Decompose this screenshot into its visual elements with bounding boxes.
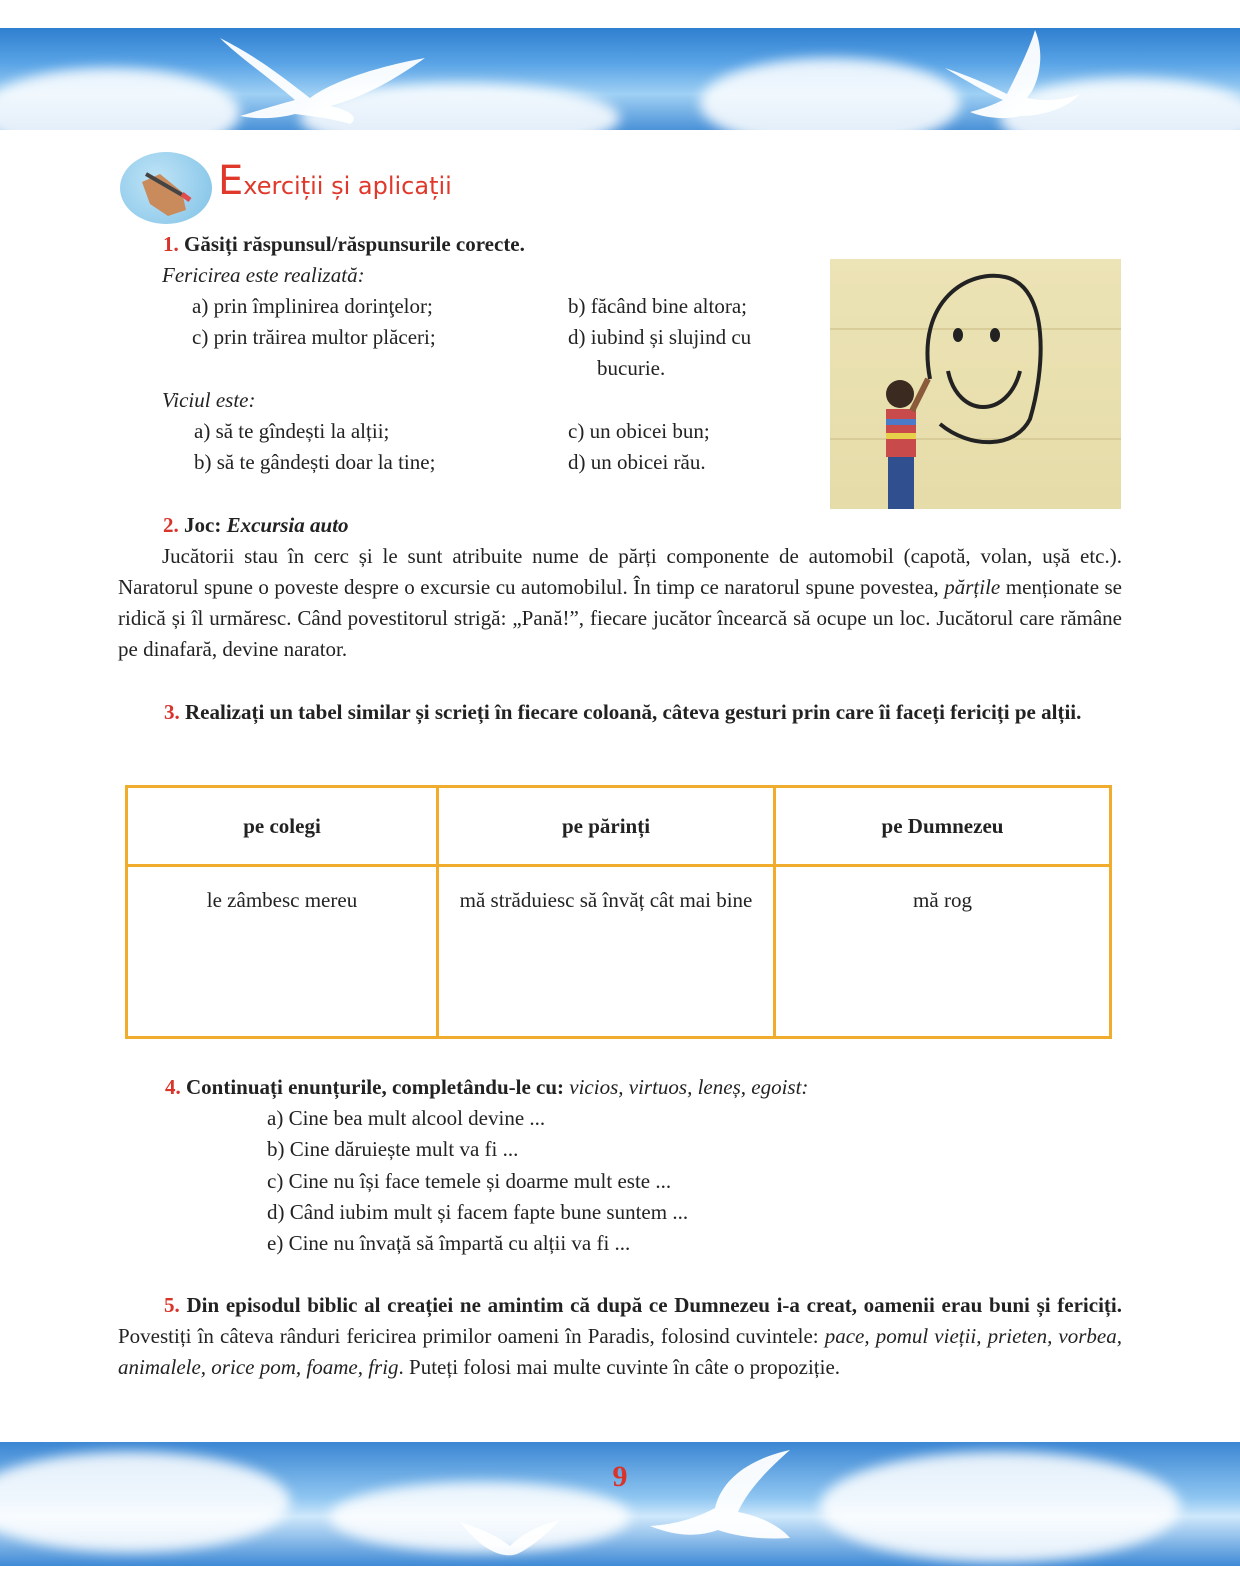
- table-cell-parinti: mă străduiesc să învăț cât mai bine: [438, 866, 775, 1038]
- ex1-q1-label: Fericirea este realizată:: [162, 263, 365, 287]
- ex1-q2-option-c: c) un obicei bun;: [568, 419, 710, 443]
- cloud-shape: [820, 1452, 1180, 1562]
- ex5-text-end: . Puteți folosi mai multe cuvinte în câte o propoziție.: [398, 1355, 841, 1379]
- ex4-number: 4.: [165, 1075, 181, 1099]
- section-title-initial: E: [218, 158, 244, 204]
- ex4-item-b: b) Cine dăruiește mult va fi ...: [267, 1137, 519, 1161]
- ex1-q2-option-d: d) un obicei rău.: [568, 450, 706, 474]
- ex1-heading: [163, 229, 525, 260]
- ex1-q1-option-d-cont: bucurie.: [597, 356, 666, 380]
- gestures-table: [125, 785, 1112, 1039]
- ex3-text: Realizați un tabel similar și scrieți în fiecare coloană, câteva gesturi prin care îi faceți fericiți pe alții.: [185, 700, 1082, 724]
- ex1-q1-option-a: a) prin împlinirea dorinţelor;: [192, 294, 433, 318]
- table-cell-dumnezeu: mă rog: [775, 866, 1111, 1038]
- ex1-title: Găsiți răspunsul/răspunsurile corecte.: [184, 232, 525, 256]
- ex2-title-italic: Excursia auto: [226, 513, 349, 537]
- ex1-number: 1.: [163, 232, 179, 256]
- ex5-paragraph: [118, 1290, 1122, 1383]
- ex4-item-c: c) Cine nu își face temele și doarme mult este ...: [267, 1169, 672, 1193]
- ex1-q2-label: Viciul este:: [162, 388, 256, 412]
- table-cell-colegi: le zâmbesc mereu: [127, 866, 438, 1038]
- smiley-photo: [830, 259, 1121, 509]
- table-header-parinti: pe părinți: [438, 787, 775, 866]
- ex4-words: vicios, virtuos, leneș, egoist:: [569, 1075, 809, 1099]
- dove-icon: [200, 28, 430, 130]
- ex5-number: 5.: [164, 1293, 180, 1317]
- table-header-dumnezeu: pe Dumnezeu: [775, 787, 1111, 866]
- ex2-heading: [163, 510, 349, 541]
- ex4-item-d: d) Când iubim mult și facem fapte bune suntem ...: [267, 1200, 689, 1224]
- ex5-text-bold: Din episodul biblic al creației ne amintim că după ce Dumnezeu i-a creat, oamenii erau buni și fericiți.: [186, 1293, 1122, 1317]
- dove-icon: [455, 1502, 565, 1566]
- ex2-text-end: menționate se ridică și îl urmăresc. Când povestitorul strigă: „Pană!”, fiecare jucător încearcă să ocupe un loc. Jucătorul care rămâne pe dinafară, devine narator.: [118, 575, 1123, 661]
- ex5-text-normal: Povestiți în câteva rânduri fericirea primilor oameni în Paradis, folosind cuvintele:: [118, 1324, 819, 1348]
- ex2-number: 2.: [163, 513, 179, 537]
- ex4-title: Continuați enunțurile, completându-le cu:: [186, 1075, 565, 1099]
- ex2-text-italic: părțile: [944, 575, 1001, 599]
- writing-hand-icon: [120, 152, 212, 224]
- table-header-colegi: pe colegi: [127, 787, 438, 866]
- ex4-item-a: a) Cine bea mult alcool devine ...: [267, 1106, 546, 1130]
- ex2-title-bold: Joc:: [184, 513, 222, 537]
- ex3-number: 3.: [164, 700, 180, 724]
- ex4-heading: [165, 1072, 808, 1103]
- ex1-q2-option-b: b) să te gândești doar la tine;: [194, 450, 436, 474]
- ex1-q1-option-c: c) prin trăirea multor plăceri;: [192, 325, 436, 349]
- ex1-q1-option-b: b) făcând bine altora;: [568, 294, 747, 318]
- table-header-row: [127, 787, 1111, 866]
- dove-icon: [640, 1446, 800, 1564]
- section-title: [218, 158, 452, 204]
- cloud-shape: [700, 58, 960, 130]
- cloud-shape: [0, 1452, 290, 1552]
- ex3-heading: [118, 697, 1122, 728]
- ex1-q2-option-a: a) să te gîndești la alții;: [194, 419, 390, 443]
- ex2-paragraph: [118, 541, 1122, 665]
- section-title-rest: xerciții și aplicații: [243, 172, 452, 200]
- table-row: [127, 866, 1111, 1038]
- top-sky-banner: [0, 28, 1240, 130]
- ex2-text-start: Jucătorii stau în cerc și le sunt atribuite nume de părți componente de automobil (capotă, volan, ușă etc.). Naratorul spune o poveste despre o excursie cu automobilul. În timp ce naratorul spune povestea,: [118, 544, 1122, 599]
- dove-icon: [935, 28, 1085, 130]
- ex1-q1-option-d: d) iubind și slujind cu: [568, 325, 752, 349]
- page-number: 9: [612, 1460, 628, 1493]
- ex4-item-e: e) Cine nu învață să împartă cu alții va fi ...: [267, 1231, 631, 1255]
- ex5-text-italic: pace, pomul vieții, prieten, vorbea, animalele, orice pom, foame, frig: [118, 1324, 1122, 1379]
